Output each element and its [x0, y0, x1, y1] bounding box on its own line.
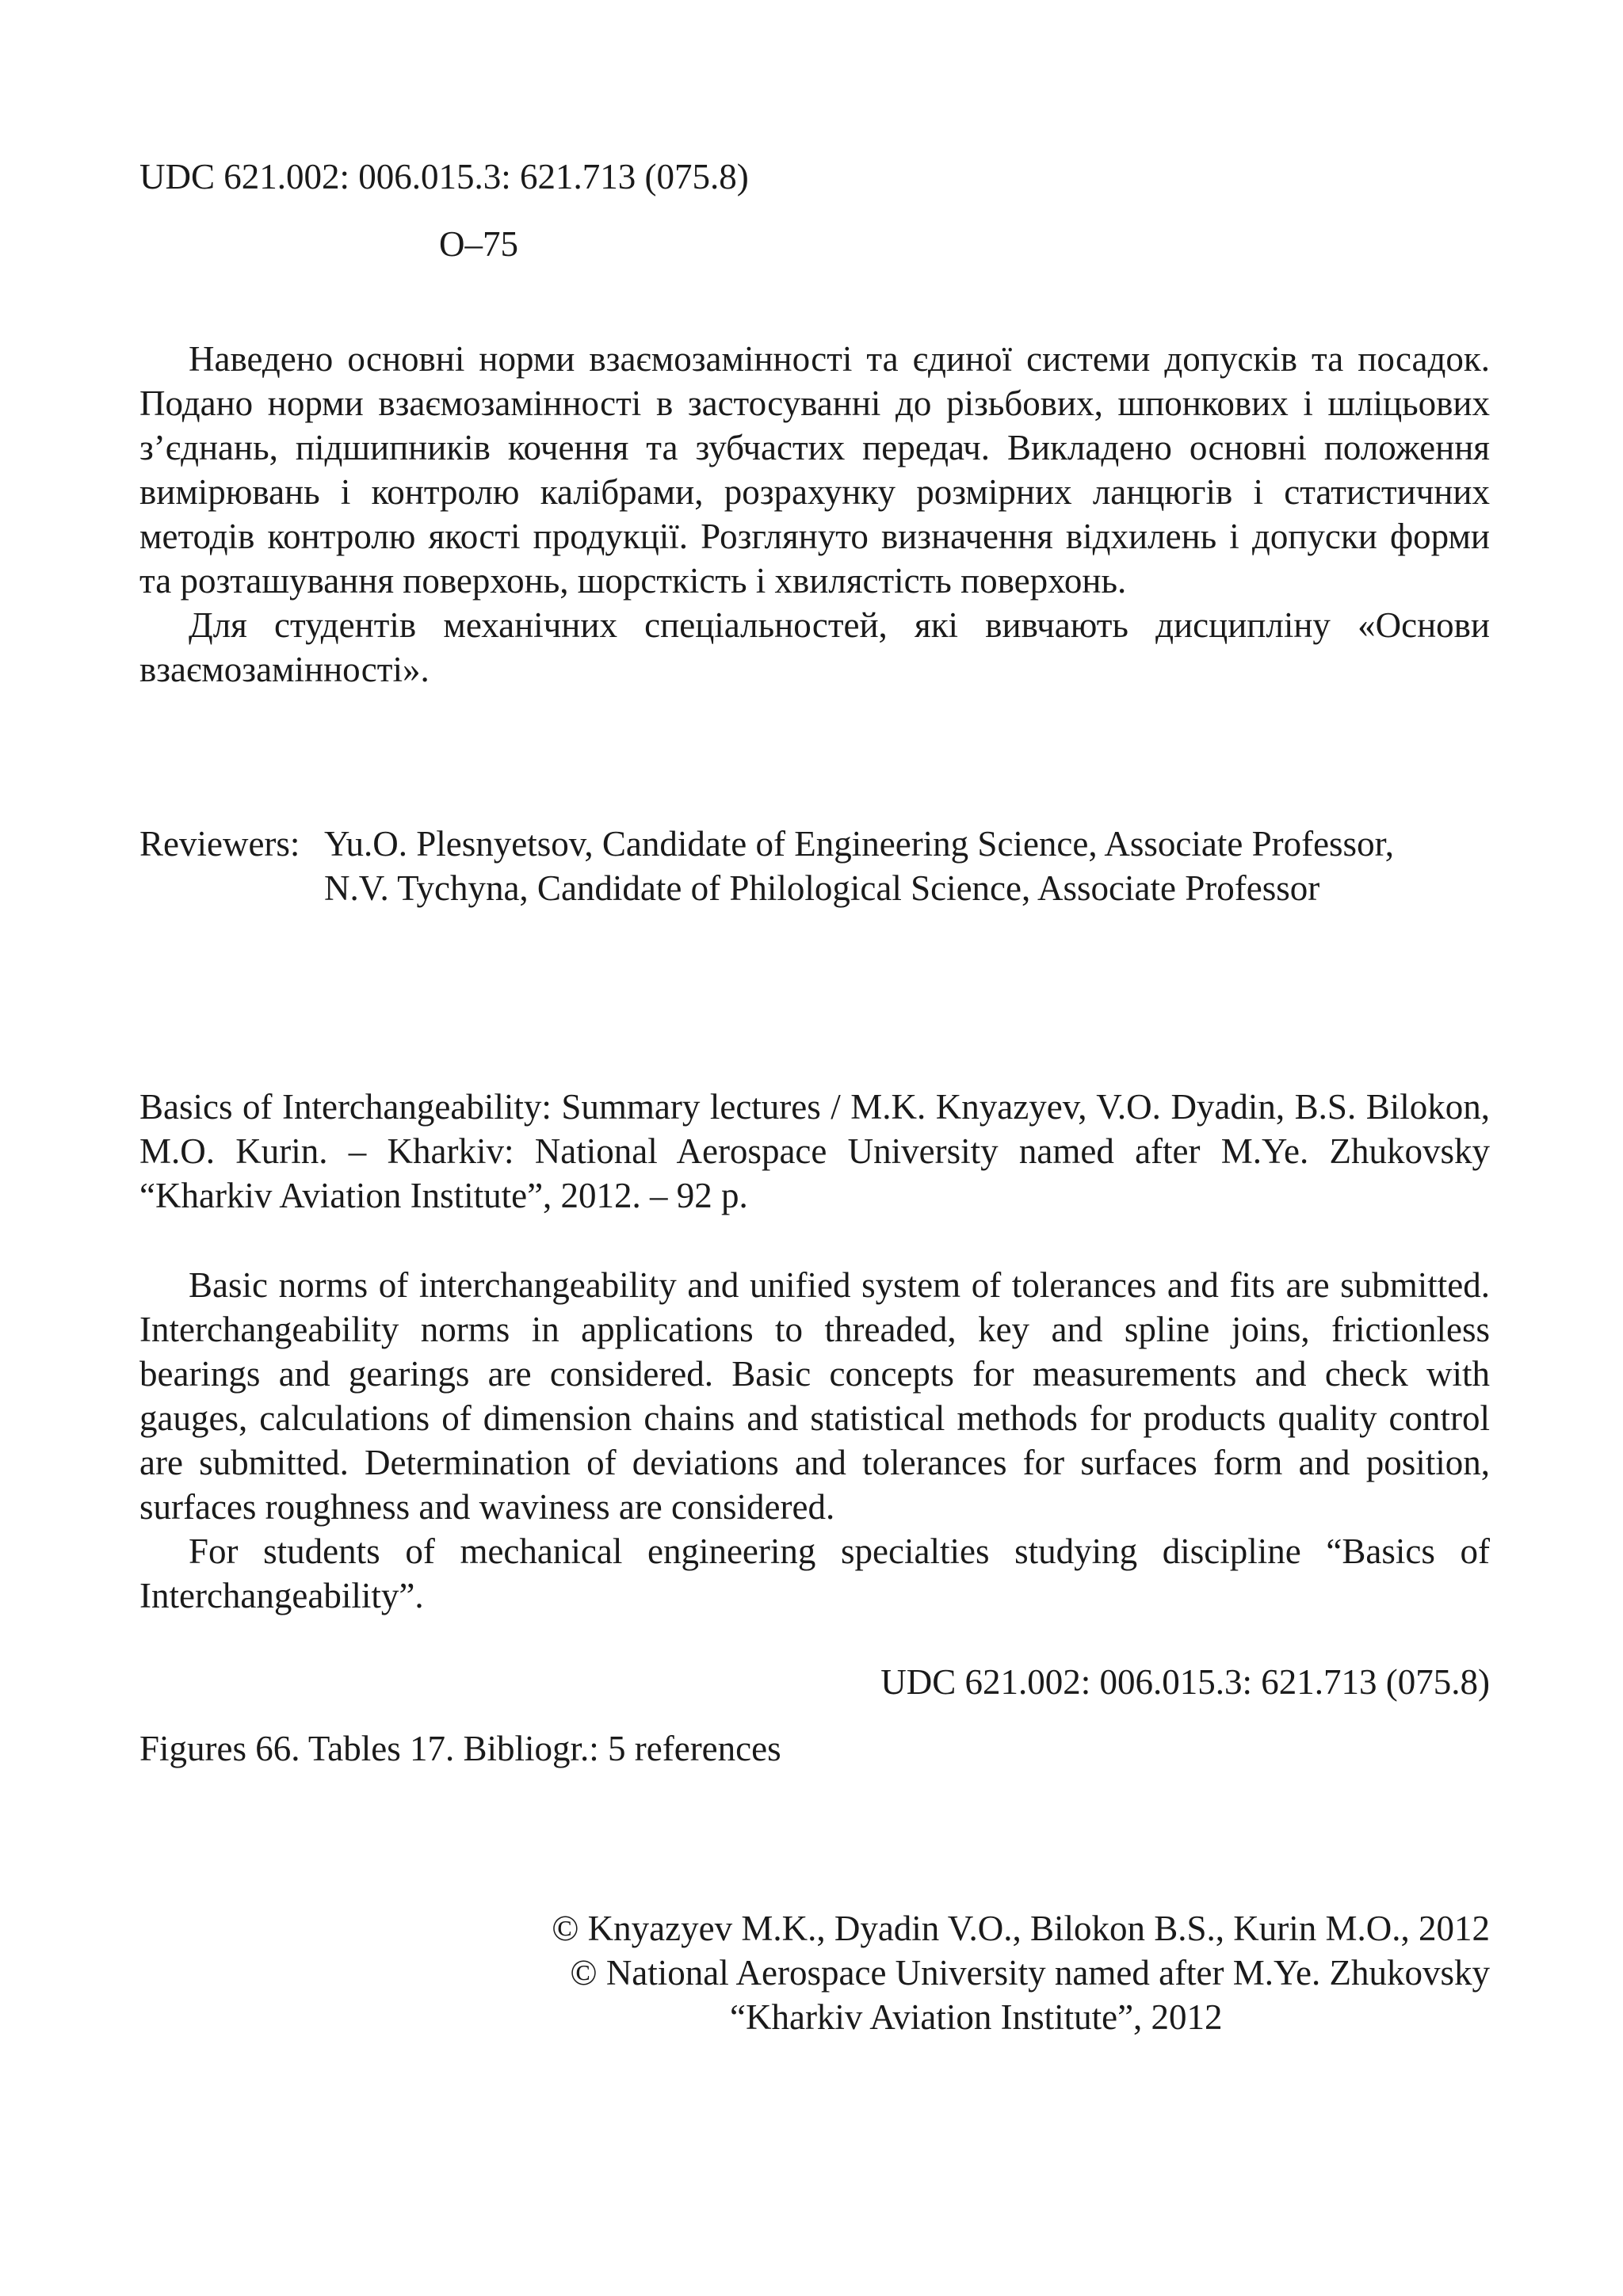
annotation-ukrainian — [139, 337, 1490, 692]
reviewer-2: N.V. Tychyna, Candidate of Philological Science, Associate Professor — [324, 868, 1320, 908]
bibliographic-text: Basics of Interchangeability: Summary lectures / M.K. Knyazyev, V.O. Dyadin, B.S. Bilokon, M.O. Kurin. – Kharkiv: National Aerospace University named after M.Ye. Zhukovsky “Kharkiv Aviation Institute”, 2012. – 92 p. — [139, 1087, 1490, 1215]
annotation-english — [139, 1263, 1490, 1618]
copyright-line-3: “Kharkiv Aviation Institute”, 2012 — [730, 1997, 1223, 2037]
classification-code: О–75 — [439, 224, 518, 264]
publication-stats: Figures 66. Tables 17. Bibliogr.: 5 references — [139, 1729, 781, 1768]
reviewers-label: Reviewers: — [139, 824, 300, 864]
copyright-line-1: © Knyazyev M.K., Dyadin V.O., Bilokon B.S., Kurin M.O., 2012 — [552, 1909, 1490, 1948]
copyright-line-2: © National Aerospace University named after M.Ye. Zhukovsky — [570, 1953, 1490, 1993]
annotation-english-paragraph-1: Basic norms of interchangeability and unified system of tolerances and fits are submitted. Interchangeability norms in applications to threaded, key and spline joins, frictionless bearings and gearings are considered. Basic concepts for measurements and check with gauges, calculations of dimension chains and statistical methods for products quality control are submitted. Determination of deviations and tolerances for surfaces form and position, surfaces roughness and waviness are considered. — [139, 1265, 1490, 1527]
reviewer-1: Yu.O. Plesnyetsov, Candidate of Engineering Science, Associate Professor, — [324, 824, 1394, 864]
annotation-ukrainian-paragraph-2: Для студентів механічних спеціальностей, які вивчають дисципліну «Основи взаємозамінності». — [139, 605, 1490, 689]
bibliographic-description — [139, 1085, 1490, 1218]
udc-footer: UDC 621.002: 006.015.3: 621.713 (075.8) — [880, 1662, 1490, 1702]
annotation-english-paragraph-2: For students of mechanical engineering specialties studying discipline “Basics of Interchangeability”. — [139, 1531, 1490, 1615]
annotation-ukrainian-paragraph-1: Наведено основні норми взаємозамінності та єдиної системи допусків та посадок. Подано норми взаємозамінності в застосуванні до різьбових, шпонкових і шліцьових з’єднань, підшипників кочення та зубчастих передач. Викладено основні положення вимірювань і контролю калібрами, розрахунку розмірних ланцюгів і статистичних методів контролю якості продукції. Розглянуто визначення відхилень і допуски форми та розташування поверхонь, шорсткість і хвилястість поверхонь. — [139, 339, 1490, 601]
udc-header: UDC 621.002: 006.015.3: 621.713 (075.8) — [139, 157, 749, 196]
